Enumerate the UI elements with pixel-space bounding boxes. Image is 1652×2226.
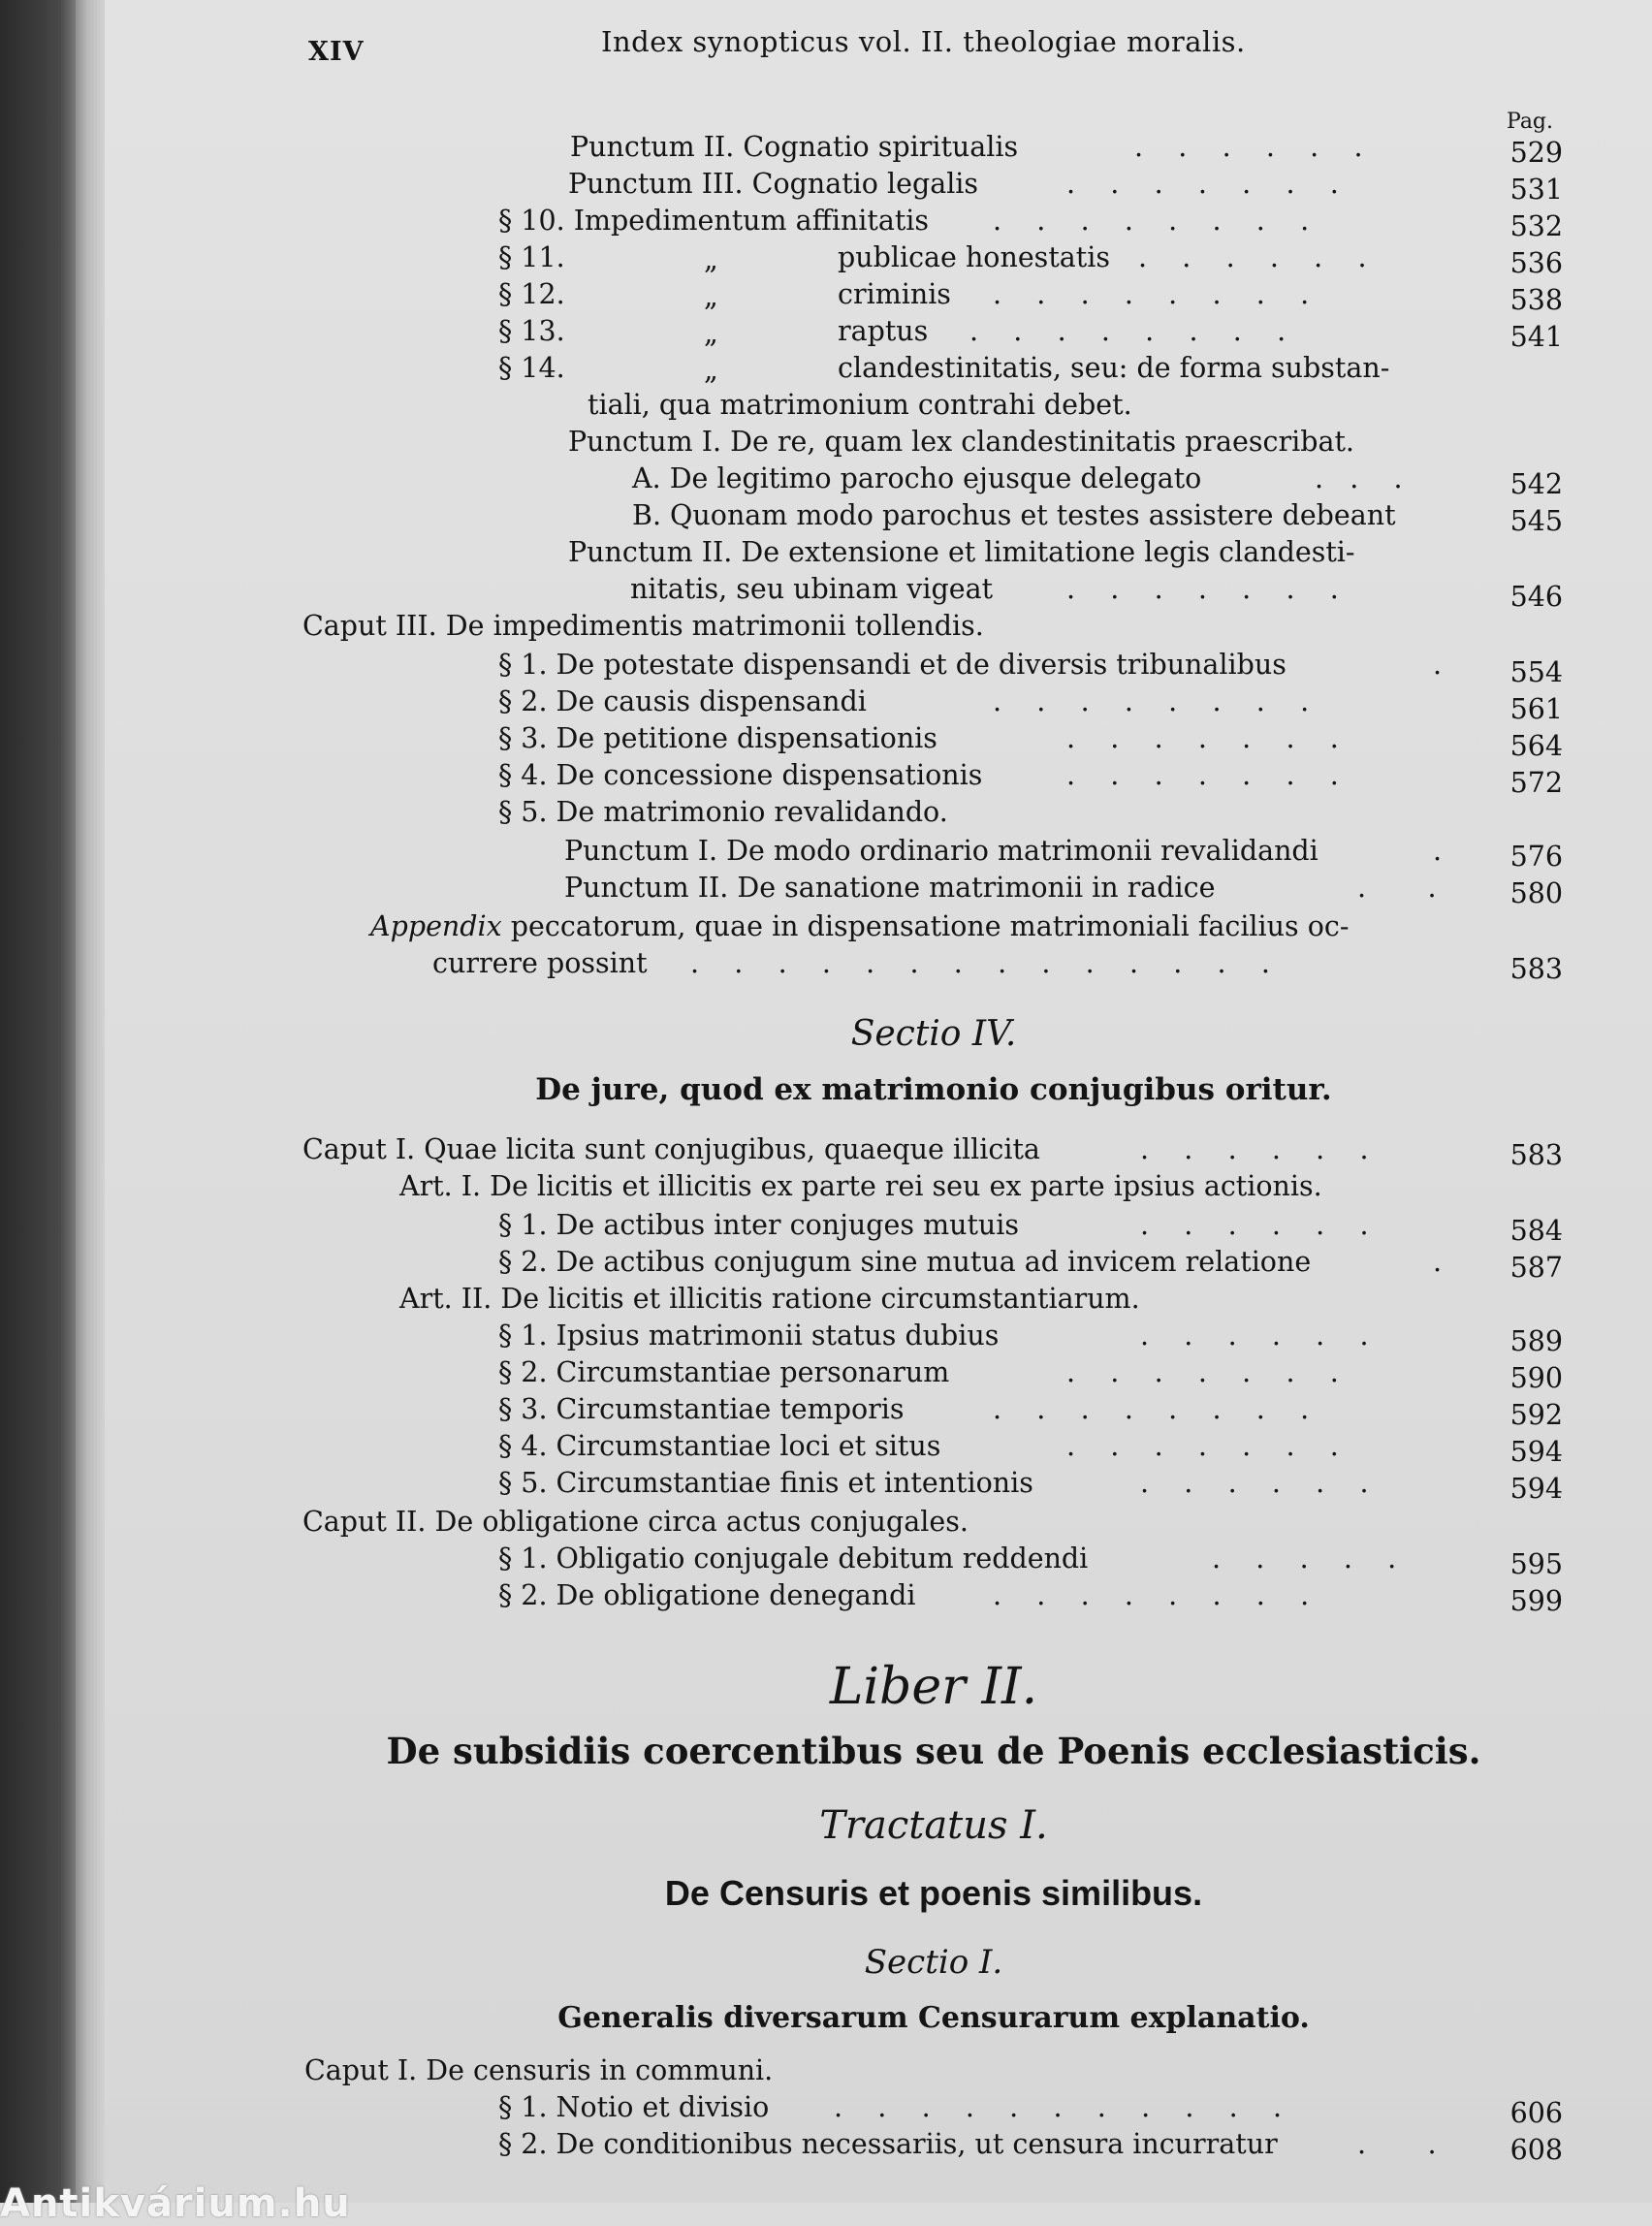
toc-entry-text: § 3. De petitione dispensationis: [498, 722, 937, 754]
book-title: Liber II.: [829, 1658, 1038, 1716]
toc-entry-text: § 4. Circumstantiae loci et situs: [498, 1430, 941, 1462]
toc-page-number: 554: [1509, 656, 1563, 688]
toc-entry-num: § 14.: [498, 352, 565, 384]
toc-page-number: 599: [1509, 1585, 1563, 1617]
toc-entry-num: § 13.: [498, 315, 565, 347]
toc-entry-text: Punctum III. Cognatio legalis: [568, 168, 979, 200]
book-binding: [0, 0, 76, 2203]
leader-dots: . . . . . .: [1138, 241, 1367, 273]
toc-page-number: 590: [1509, 1362, 1563, 1394]
toc-page-number: 583: [1509, 1139, 1563, 1171]
toc-entry-num: § 12.: [498, 278, 565, 310]
ditto-mark: „: [704, 280, 718, 312]
ditto-mark: „: [704, 354, 718, 386]
toc-entry-text: § 1. Notio et divisio: [498, 2091, 770, 2123]
leader-dots: .: [1433, 649, 1443, 681]
leader-dots: . . . . . . . .: [993, 205, 1310, 237]
ditto-mark: „: [704, 243, 718, 275]
toc-entry-text: A. De legitimo parocho ejusque delegato: [632, 462, 1202, 494]
toc-chapter: Caput III. De impedimentis matrimonii tollendis.: [302, 610, 984, 642]
toc-page-number: 589: [1509, 1325, 1563, 1357]
toc-entry-text: currere possint: [432, 947, 648, 979]
toc-entry-text: § 3. Circumstantiae temporis: [498, 1393, 905, 1425]
leader-dots: . . . . . . . .: [993, 685, 1310, 717]
leader-dots: . . . . . . .: [1066, 722, 1339, 754]
toc-page-number: 536: [1509, 247, 1563, 279]
leader-dots: . . . . . . . .: [993, 1579, 1310, 1611]
toc-page-number: 594: [1509, 1473, 1563, 1505]
leader-dots: . . . . . . . . . . .: [834, 2091, 1283, 2123]
leader-dots: . . . . . . .: [1066, 168, 1339, 200]
leader-dots: .: [1433, 1246, 1443, 1278]
tractatus-title: Tractatus I.: [819, 1803, 1048, 1848]
toc-appendix: [370, 909, 1349, 944]
toc-entry-text: Punctum I. De modo ordinario matrimonii revalidandi: [564, 835, 1318, 867]
toc-page-number: 592: [1509, 1399, 1563, 1431]
sectio-title: Sectio I.: [864, 1943, 1003, 1982]
watermark-text: Antikvárium.hu: [0, 2181, 351, 2226]
toc-entry-text: B. Quonam modo parochus et testes assistere debeant: [632, 499, 1396, 531]
running-title: Index synopticus vol. II. theologiae moralis.: [601, 25, 1246, 58]
toc-page-number: 583: [1509, 953, 1563, 985]
toc-entry-text: § 5. Circumstantiae finis et intentionis: [498, 1467, 1033, 1499]
sectio-heading: Generalis diversarum Censurarum explanatio.: [557, 2001, 1310, 2035]
toc-page-number: 608: [1509, 2134, 1563, 2166]
toc-page-number: 546: [1509, 581, 1563, 613]
toc-entry-text: § 10. Impedimentum affinitatis: [498, 205, 930, 237]
toc-page-number: 606: [1509, 2097, 1563, 2129]
toc-page-number: 572: [1509, 767, 1563, 799]
leader-dots: . . . . . . . . . . . . . .: [690, 947, 1270, 979]
leader-dots: .: [1433, 835, 1443, 867]
leader-dots: . . . . . .: [1140, 1209, 1369, 1241]
toc-entry-text: § 4. De concessione dispensationis: [498, 759, 983, 791]
toc-entry-text: raptus: [838, 315, 929, 347]
section-title: Sectio IV.: [850, 1014, 1017, 1054]
leader-dots: . . . . . .: [1140, 1133, 1369, 1165]
toc-entry-text: § 2. De conditionibus necessariis, ut censura incurratur: [498, 2128, 1278, 2160]
book-heading: De subsidiis coercentibus seu de Poenis ecclesiasticis.: [386, 1730, 1481, 1772]
ditto-mark: „: [704, 317, 718, 349]
toc-chapter: Caput I. Quae licita sunt conjugibus, quaeque illicita: [302, 1133, 1040, 1165]
toc-entry-text: § 2. De actibus conjugum sine mutua ad invicem relatione: [498, 1246, 1312, 1278]
appendix-label: Appendix: [370, 910, 502, 942]
toc-article: Art. II. De licitis et illicitis ratione circumstantiarum.: [399, 1283, 1140, 1315]
toc-entry-text: § 1. De potestate dispensandi et de diversis tribunalibus: [498, 649, 1287, 681]
toc-entry-num: § 11.: [498, 241, 565, 273]
toc-chapter: Caput I. De censuris in communi.: [304, 2054, 774, 2086]
toc-page-number: 587: [1509, 1252, 1563, 1284]
toc-page-number: 545: [1509, 505, 1563, 537]
leader-dots: . . .: [1315, 462, 1403, 494]
appendix-text: peccatorum, quae in dispensatione matrimoniali facilius oc-: [501, 910, 1350, 942]
leader-dots: . . . . . . . .: [993, 1393, 1310, 1425]
toc-entry-text: § 2. De causis dispensandi: [498, 685, 867, 717]
tractatus-heading: De Censuris et poenis similibus.: [664, 1873, 1203, 1913]
toc-entry-text: Punctum II. Cognatio spiritualis: [570, 131, 1019, 163]
toc-page-number: 595: [1509, 1548, 1563, 1580]
leader-dots: . . . . . . . .: [993, 278, 1310, 310]
toc-page-number: 561: [1509, 693, 1563, 725]
leader-dots: . . . . . . . .: [969, 315, 1287, 347]
toc-page-number: 532: [1509, 210, 1563, 242]
toc-page-number: 541: [1509, 321, 1563, 353]
toc-entry-text: tiali, qua matrimonium contrahi debet.: [588, 389, 1132, 421]
leader-dots: . . . . . . .: [1066, 759, 1339, 791]
toc-entry-text: criminis: [838, 278, 951, 310]
toc-page-number: 576: [1509, 841, 1563, 873]
toc-page-number: 594: [1509, 1436, 1563, 1468]
binding-shadow: [76, 0, 105, 2203]
toc-page-number: 538: [1509, 284, 1563, 316]
toc-article: Art. I. De licitis et illicitis ex parte rei seu ex parte ipsius actionis.: [399, 1170, 1322, 1202]
toc-chapter: Caput II. De obligatione circa actus conjugales.: [302, 1506, 969, 1538]
toc-entry-text: § 5. De matrimonio revalidando.: [498, 796, 948, 828]
toc-entry-text: § 1. Obligatio conjugale debitum reddendi: [498, 1542, 1089, 1574]
pag-column-label: Pag.: [1507, 110, 1554, 134]
toc-entry-text: § 1. Ipsius matrimonii status dubius: [498, 1320, 1000, 1352]
leader-dots: . . . . . . .: [1066, 573, 1339, 605]
toc-page-number: 529: [1509, 137, 1563, 169]
toc-entry-text: Punctum I. De re, quam lex clandestinitatis praescribat.: [568, 426, 1354, 458]
page-number: XIV: [308, 37, 365, 67]
toc-entry-text: Punctum II. De sanatione matrimonii in radice: [564, 872, 1216, 904]
toc-entry-text: Punctum II. De extensione et limitatione legis clandesti-: [568, 536, 1355, 568]
toc-entry-text: § 2. Circumstantiae personarum: [498, 1356, 950, 1388]
leader-dots: . .: [1357, 2128, 1437, 2160]
toc-entry-text: nitatis, seu ubinam vigeat: [630, 573, 994, 605]
leader-dots: . . . . . .: [1140, 1467, 1369, 1499]
leader-dots: . . . . . . .: [1066, 1430, 1339, 1462]
toc-entry-text: § 2. De obligatione denegandi: [498, 1579, 916, 1611]
leader-dots: . . . . .: [1212, 1542, 1397, 1574]
toc-page-number: 531: [1509, 174, 1563, 206]
section-heading: De jure, quod ex matrimonio conjugibus oritur.: [535, 1072, 1332, 1107]
toc-entry-text: publicae honestatis: [838, 241, 1110, 273]
leader-dots: . .: [1357, 872, 1437, 904]
leader-dots: . . . . . .: [1140, 1320, 1369, 1352]
toc-page-number: 580: [1509, 877, 1563, 909]
toc-page-number: 584: [1509, 1215, 1563, 1247]
toc-page-number: 564: [1509, 730, 1563, 762]
toc-entry-text: clandestinitatis, seu: de forma substan-: [838, 352, 1390, 384]
toc-entry-text: § 1. De actibus inter conjuges mutuis: [498, 1209, 1020, 1241]
leader-dots: . . . . . .: [1134, 131, 1363, 163]
toc-page-number: 542: [1509, 468, 1563, 500]
leader-dots: . . . . . . .: [1066, 1356, 1339, 1388]
